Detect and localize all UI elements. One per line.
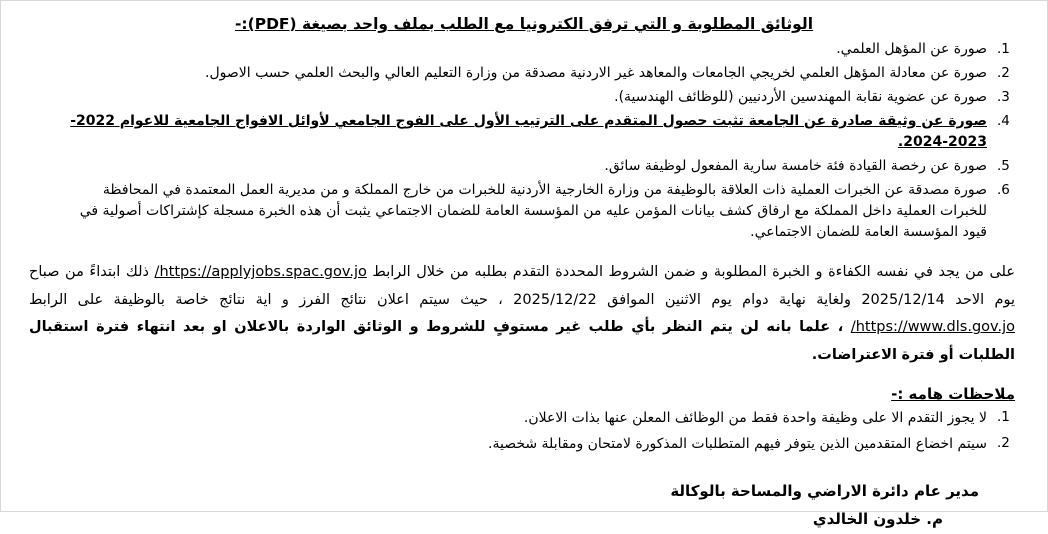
- list-item-text: صورة مصدقة عن الخبرات العملية ذات العلاقة بالوظيفة من وزارة الخارجية الأردنية للخبرات من خارج المملكة و من مديرية العمل المعتمدة في المحافظة للخبرات العملية داخل المملكة مع ارفاق كشف بيانات المؤمن عليه من المؤسسة العامة للضمان الاجتماعي يثبت أن هذه الخبرة مسجلة كإشتراكات أصولية في قيود المؤسسة العامة للضمان الاجتماعي.: [79, 182, 987, 240]
- list-item-text: صورة عن المؤهل العلمي.: [836, 41, 987, 57]
- list-item-number: 1.: [997, 41, 1010, 57]
- instructions-line-1b: ذلك ابتداءً من صباح: [29, 264, 155, 280]
- list-item: [27, 433, 1021, 455]
- list-item-text: لا يجوز التقدم الا على وظيفة واحدة فقط من الوظائف المعلن عنها بذات الاعلان.: [523, 410, 987, 427]
- list-item-number: 6.: [997, 182, 1010, 198]
- list-item: [27, 407, 1021, 429]
- list-item: [27, 111, 1021, 153]
- list-item-number: 1.: [997, 409, 1010, 426]
- signatory-title: مدير عام دائرة الاراضي والمساحة بالوكالة: [670, 481, 979, 500]
- instructions-line-3: ، علما بانه لن يتم النظر بأي طلب غير مستوفٍ للشروط و الوثائق الواردة بالاعلان او بعد انتهاء فترة استقبال الطلبات أو فترة: [29, 319, 1015, 363]
- notes-title: ملاحظات هامه :-: [891, 385, 1015, 404]
- list-item-text: سيتم اخضاع المتقدمين الذين يتوفر فيهم المتطلبات المذكورة لامتحان ومقابلة شخصية.: [488, 435, 987, 452]
- apply-jobs-link[interactable]: https://applyjobs.spac.gov.jo/: [154, 264, 367, 280]
- instructions-line-1a: على من يجد في نفسه الكفاءة و الخبرة المطلوبة و ضمن الشروط المحددة التقدم بطلبه من خلال الرابط: [366, 264, 1015, 280]
- instructions-line-2: يوم الاحد 2025/12/14 ولغاية نهاية دوام يوم الاثنين الموافق 2025/12/22 ، حيث سيتم اعلان نتائج الفرز و اية نتائج خاصة بالوظيفة على الرابط: [29, 291, 1015, 308]
- notes-list: [27, 407, 1021, 455]
- application-instructions-paragraph: [27, 259, 1021, 369]
- list-item-text: صورة عن وثيقة صادرة عن الجامعة تثبت حصول المتقدم على الترتيب الأول على الفوج الجامعي لأوائل الافواج الجامعية للاعوام 2022-2023-2024.: [70, 113, 987, 150]
- list-item: [27, 39, 1021, 60]
- instructions-line-4: الاعتراضات.: [811, 346, 897, 363]
- list-item: [27, 63, 1021, 84]
- signature-block: [27, 477, 1021, 534]
- list-item-text: صورة عن رخصة القيادة فئة خامسة سارية المفعول لوظيفة سائق.: [604, 158, 987, 174]
- list-item: [27, 156, 1021, 177]
- list-item-number: 2.: [997, 434, 1010, 451]
- required-documents-title: الوثائق المطلوبة و التي ترفق الكترونيا مع الطلب بملف واحد بصيغة (PDF):-: [234, 15, 814, 33]
- list-item: [27, 180, 1021, 243]
- required-documents-list: [27, 39, 1021, 243]
- list-item-text: صورة عن معادلة المؤهل العلمي لخريجي الجامعات والمعاهد غير الاردنية مصدقة من وزارة التعليم العالي والبحث العلمي حسب الاصول.: [205, 65, 987, 81]
- list-item-number: 5.: [997, 158, 1010, 174]
- signatory-name: م. خلدون الخالدي: [812, 510, 943, 529]
- list-item-number: 3.: [997, 89, 1010, 105]
- list-item-text: صورة عن عضوية نقابة المهندسين الأردنيين (للوظائف الهندسية).: [614, 89, 987, 105]
- list-item-number: 4.: [997, 113, 1010, 129]
- dls-website-link[interactable]: https://www.dls.gov.jo/: [850, 319, 1015, 336]
- list-item-number: 2.: [997, 65, 1010, 81]
- list-item: [27, 87, 1021, 108]
